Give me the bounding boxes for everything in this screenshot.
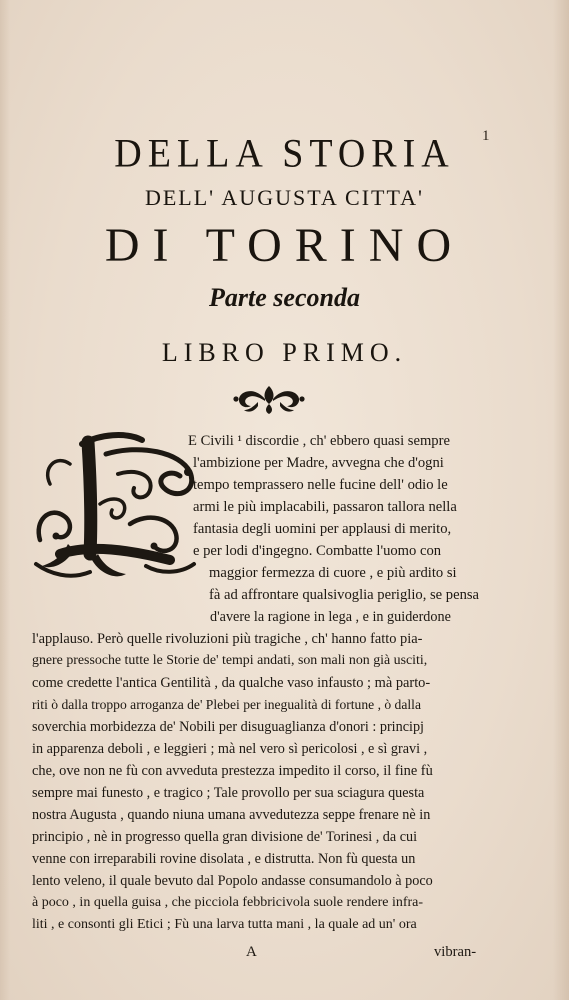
text-line: E Civili ¹ discordie , ch' ebbero quasi sempre [188,433,450,449]
text-line: come credette l'antica Gentilità , da qualche vaso infausto ; mà parto- [32,675,431,691]
text-line: tempo temprassero nelle fucine dell' odio le [193,477,448,493]
text-line: fantasia degli uomini per applausi di merito, [193,521,452,537]
text-line: che, ove non ne fù con avveduta prestezza impedito il corso, il fine fù [32,763,433,779]
text-line: nostra Augusta , quando niuna umana avvedutezza seppe frenare nè in [32,807,431,823]
text-line: maggior fermezza di cuore , e più ardito si [209,565,457,581]
page-number: 1 [482,128,490,144]
text-line: d'avere la ragione in lega , e in guiderdone [210,609,451,625]
text-line: à poco , in quella guisa , che picciola febbricivola suole rendere infra- [32,895,424,910]
text-line: venne con irreparabili rovine disolata , e distrutta. Non fù questa un [32,851,416,867]
title-line-3: DI TORINO [104,219,465,272]
text-line: riti ò dalla troppo arroganza de' Plebei per inegualità di fortune , ò dalla [32,697,421,712]
book-title: LIBRO PRIMO. [161,338,408,367]
text-line: liti , e consonti gli Etici ; Fù una larva tutta mani , la quale ad un' ora [32,917,417,932]
text-line: l'ambizione per Madre, avvegna che d'ogni [193,455,444,471]
signature-mark: A [246,944,257,960]
text-line: armi le più implacabili, passaron tallora nella [193,499,457,515]
title-line-2: DELL' AUGUSTA CITTA' [144,185,425,210]
text-line: sempre mai funesto , e tragico ; Tale provollo per sua sciagura questa [32,785,425,801]
text-line: e per lodi d'ingegno. Combatte l'uomo con [193,543,442,559]
catchword: vibran- [434,944,477,960]
text-line: in apparenza deboli , e leggieri ; mà nel vero sì pericolosi , e sì gravi , [32,741,428,757]
title-line-1: DELLA STORIA [114,131,455,177]
text-line: soverchia morbidezza de' Nobili per disuguaglianza d'onori : principj [32,719,424,735]
text-line: fà ad affrontare qualsivoglia periglio, se pensa [209,587,480,603]
text-line: l'applauso. Però quelle rivoluzioni più tragiche , ch' hanno fatto pia- [32,631,423,647]
text-line: principio , nè in progresso quella gran divisione de' Torinesi , da cui [32,829,418,845]
part-title: Parte seconda [209,283,360,312]
text-line: lento veleno, il quale bevuto dal Popolo andasse consumandolo à poco [32,873,433,889]
text-line: gnere pressoche tutte le Storie de' tempi andati, son mali non già usciti, [32,653,428,668]
